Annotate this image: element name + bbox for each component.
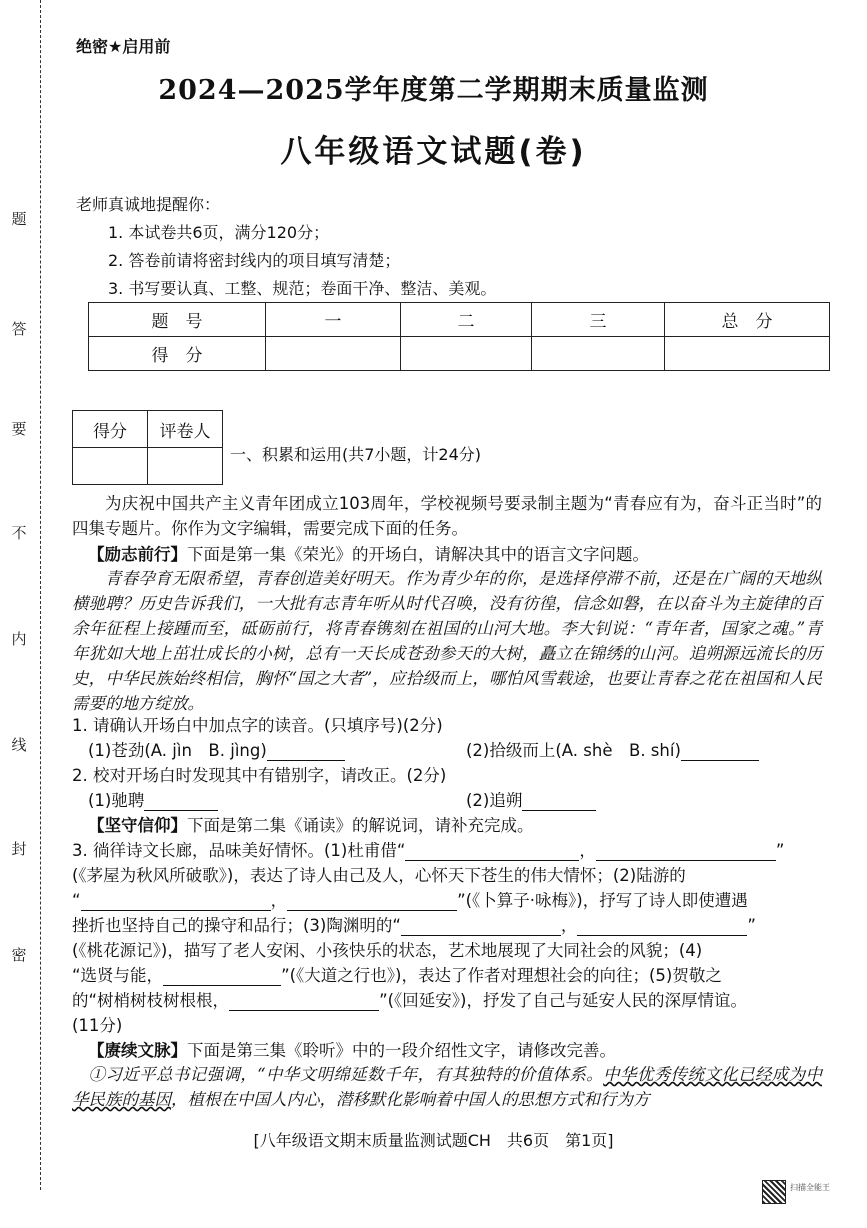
grader-header: 评卷人 [148,411,223,448]
binding-char: 不 [11,524,27,542]
answer-blank[interactable] [287,894,457,911]
question-2-part-2 [466,787,596,811]
answer-blank[interactable] [229,994,379,1011]
binding-char: 密 [11,946,27,964]
grader-cell[interactable] [73,448,148,485]
score-table-header: 一 [266,303,401,337]
answer-blank[interactable] [681,744,759,761]
question-2: 2. 校对开场白时发现其中有错别字，请改正。(2分) [72,766,447,785]
answer-blank[interactable] [596,844,776,861]
question-1: 1. 请确认开场白中加点字的读音。(只填序号)(2分) [72,716,443,735]
task-label: 【励志前行】 [88,545,187,564]
wavy-underlined-text: 已经成为中华民族的基因 [72,1065,823,1109]
seal-line [40,0,42,1190]
grader-cell[interactable] [148,448,223,485]
passage-text: ，植根在中国人内心，潜移默化影响着中国人的思想方式和行为方 [171,1090,650,1109]
task-label: 【坚守信仰】 [88,816,187,835]
score-cell[interactable] [401,337,532,371]
score-table-header: 总 分 [665,303,830,337]
question-3-line: (《茅屋为秋风所破歌》)，表达了诗人由己及人，心怀天下苍生的伟大情怀；(2)陆游的 [72,866,686,885]
opening-passage: 青春孕育无限希望，青春创造美好明天。作为青少年的你，是选择停滞不前，还是在广阔的天地纵横驰聘？历史告诉我们，一大批有志青年听从时代召唤，没有彷徨，信念如磐，在以奋斗为主旋律的百余年征程上接踵而至，砥砺前行，将青春镌刻在祖国的山河大地。李大钊说：“青年者，国家之魂。”青年犹如大地上茁壮成长的小树，总有一天长成苍劲参天的大树，矗立在锦绣的山河。追朔源远流长的历史，中华民族始终相信，胸怀“国之大者”，应拾级而上，哪怕风雪载途，也要让青春之花在祖国和人民需要的地方绽放。 [72,569,822,713]
question-1-part-2 [466,737,759,761]
question-text: ”(《回延安》)，抒发了自己与延安人民的深厚情谊。 [379,991,747,1010]
question-text: (《卜算子·咏梅》)，抒写了诗人即使遭遇 [465,891,748,910]
answer-blank[interactable] [522,794,596,811]
binding-char: 线 [11,736,27,754]
binding-char: 要 [11,420,27,438]
question-3-line: (《桃花源记》)，描写了老人安闲、小孩快乐的状态，艺术地展现了大同社会的风貌；(4) [72,941,703,960]
score-table-header: 三 [532,303,665,337]
intro-paragraph: 为庆祝中国共产主义青年团成立103周年，学校视频号要录制主题为“青春应有为，奋斗正当时”的四集专题片。你作为文字编辑，需要完成下面的任务。 [72,494,822,538]
tip-item: 3. 书写要认真、工整、规范；卷面干净、整洁、美观。 [108,279,497,298]
question-text: ”(《大道之行也》)，表达了作者对理想社会的向往；(5)贺敬之 [281,966,722,985]
question-1-part-1 [88,737,345,761]
task-text: 下面是第二集《诵读》的解说词，请补充完成。 [187,816,534,835]
question-2-part-1 [88,787,218,811]
answer-blank[interactable] [163,969,281,986]
tip-item: 1. 本试卷共6页，满分120分； [108,223,330,242]
grader-header: 得分 [73,411,148,448]
task-text: 下面是第一集《荣光》的开场白，请解决其中的语言文字问题。 [187,545,649,564]
section-title: 一、积累和运用(共7小题，计24分) [230,445,482,464]
score-table-header: 二 [401,303,532,337]
binding-char: 封 [11,840,27,858]
score-cell[interactable] [266,337,401,371]
answer-blank[interactable] [267,744,345,761]
page-subtitle: 八年级语文试题(卷) [280,134,587,170]
passage-text: ①习近平总书记强调，“中华文明绵延数千年，有其独特的价值体系。 [88,1065,604,1084]
question-text: “选贤与能， [72,966,164,985]
question-text: 的“树梢树枝树根根， [72,991,230,1010]
answer-blank[interactable] [401,919,561,936]
binding-char: 题 [11,210,27,228]
grader-table [72,410,223,485]
page-title: 2024—2025学年度第二学期期末质量监测 [158,75,709,106]
answer-blank[interactable] [144,794,218,811]
question-3-line: 3. 徜徉诗文长廊，品味美好情怀。(1)杜甫借“ ， ” [72,841,785,860]
page-footer: [八年级语文期末质量监测试题CH 共6页 第1页] [253,1131,614,1150]
answer-blank[interactable] [577,919,747,936]
binding-char: 答 [11,320,27,338]
answer-blank[interactable] [405,844,579,861]
qr-code-icon [762,1180,786,1204]
passage-3 [72,1062,822,1112]
task-text: 下面是第三集《聆听》中的一段介绍性文字，请修改完善。 [187,1041,616,1060]
tips-heading: 老师真诚地提醒你： [76,195,221,214]
scanner-watermark: 扫描全能王 [790,1183,830,1192]
question-text: (2)追朔 [466,791,523,810]
tip-item: 2. 答卷前请将密封线内的项目填写清楚； [108,251,401,270]
task-line [88,1037,616,1061]
score-cell[interactable] [532,337,665,371]
score-table [88,302,830,371]
wavy-underlined-text: 中华优秀传统文化 [603,1065,739,1084]
task-line [88,812,534,836]
question-text: (1)驰聘 [88,791,145,810]
secret-label: 绝密★启用前 [76,37,171,56]
question-text: (1)苍劲(A. jìn B. jìng) [88,741,267,760]
question-3-line: “ ， ”(《卜算子·咏梅》)，抒写了诗人即使遭遇 [72,891,748,910]
binding-char: 内 [11,630,27,648]
answer-blank[interactable] [81,894,271,911]
question-text: 挫折也坚持自己的操守和品行；(3)陶渊明的“ [72,916,401,935]
task-label: 【赓续文脉】 [88,1041,187,1060]
score-table-header: 得 分 [89,337,266,371]
question-text: (2)拾级而上(A. shè B. shí) [466,741,681,760]
question-3-line [72,962,722,986]
question-text: 3. 徜徉诗文长廊，品味美好情怀。(1)杜甫借“ [72,841,406,860]
task-line [88,541,649,565]
score-cell[interactable] [665,337,830,371]
question-3-score: (11分) [72,1016,123,1035]
score-table-header: 题 号 [89,303,266,337]
question-3-line: 挫折也坚持自己的操守和品行；(3)陶渊明的“ ， ” [72,916,756,935]
question-3-line [72,987,747,1011]
